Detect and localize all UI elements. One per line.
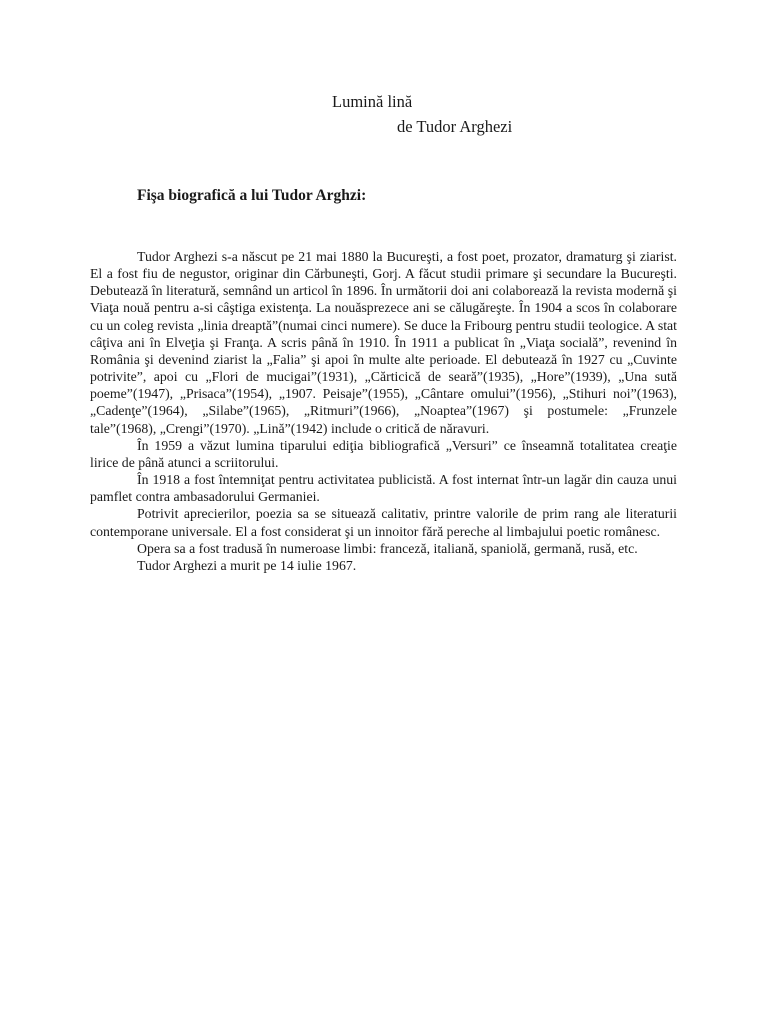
paragraph: Tudor Arghezi a murit pe 14 iulie 1967. (137, 557, 357, 573)
document-title: Lumină lină (332, 92, 413, 111)
paragraph: Potrivit aprecierilor, poezia sa se situează calitativ, printre valorile de prim rang ale literaturii contemporane universale. El a fost considerat şi un innoitor fără pereche al limbajului poetic românesc. (90, 506, 677, 539)
paragraph: Tudor Arghezi s-a născut pe 21 mai 1880 la Bucureşti, a fost poet, prozator, dramaturg şi ziarist. El a fost fiu de negustor, originar din Cărbuneşti, Gorj. A făcut studii primare şi secundare la Bucureşti. Debutează în literatură, semnând un articol în 1896. În următorii doi ani colaborează la revista modernă şi Viaţa nouă pentru a-si câştiga existenţa. La nouăsprezece ani se călugăreşte. În 1904 a scos în colaborare cu un coleg revista „linia dreaptă”(numai cinci numere). Se duce la Fribourg pentru studii teologice. A stat câţiva ani în Elveţia şi Franţa. A scris până în 1910. În 1911 a publicat în „Viaţa socială”, revenind în România şi devenind ziarist la „Falia” şi apoi în multe alte perioade. El debutează în 1927 cu „Cuvinte potrivite”, apoi cu „Flori de mucigai”(1931), „Cărticică de seară”(1935), „Hore”(1939), „Una sută poeme”(1947), „Prisaca”(1954), „1907. Peisaje”(1955), „Cântare omului”(1956), „Stihuri noi”(1963), „Cadenţe”(1964), „Silabe”(1965), „Ritmuri”(1966), „Noaptea”(1967) şi postumele: „Frunzele tale”(1968), „Crengi”(1970). „Lină”(1942) include o critică de năravuri. (90, 249, 677, 436)
paragraph: În 1918 a fost întemniţat pentru activitatea publicistă. A fost internat într-un lagăr din cauza unui pamflet contra ambasadorului Germaniei. (90, 472, 677, 505)
section-heading: Fişa biografică a lui Tudor Arghzi: (137, 187, 367, 204)
biography-text (90, 248, 677, 574)
paragraph: În 1959 a văzut lumina tiparului ediţia bibliografică „Versuri” ce înseamnă totalitatea creaţie lirice de până atunci a scriitorului. (90, 437, 677, 470)
document-author: de Tudor Arghezi (397, 117, 513, 136)
paragraph: Opera sa a fost tradusă în numeroase limbi: franceză, italiană, spaniolă, germană, rusă, etc. (137, 540, 638, 556)
